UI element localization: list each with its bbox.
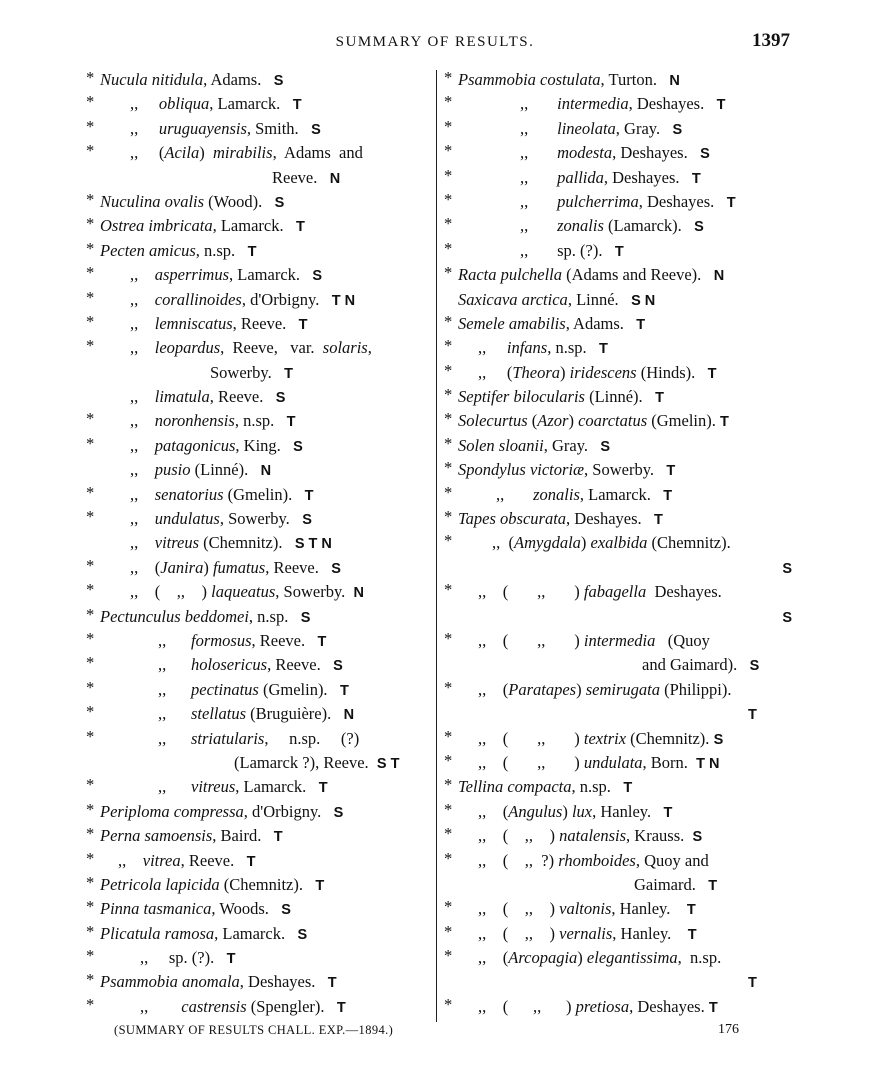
species-entry xyxy=(444,653,792,677)
asterisk-mark: * xyxy=(86,994,95,1014)
species-text: Nuculina ovalis (Wood). S xyxy=(100,191,285,211)
species-text: Plicatula ramosa, Lamarck. S xyxy=(100,923,308,943)
species-entry xyxy=(86,239,428,263)
asterisk-mark: * xyxy=(86,580,95,600)
asterisk-mark: * xyxy=(444,994,453,1014)
species-entry xyxy=(86,117,428,141)
asterisk-mark: * xyxy=(444,897,453,917)
species-entry xyxy=(86,922,428,946)
species-entry xyxy=(444,312,792,336)
species-entry xyxy=(86,556,428,580)
asterisk-mark: * xyxy=(86,726,95,746)
species-text: ,, (Angulus) lux, Hanley. T xyxy=(478,801,673,821)
asterisk-mark: * xyxy=(86,92,95,112)
asterisk-mark: * xyxy=(444,311,453,331)
species-text: Pecten amicus, n.sp. T xyxy=(100,240,257,260)
species-text: Psammobia anomala, Deshayes. T xyxy=(100,972,337,992)
species-text: ,, pusio (Linné). N xyxy=(130,460,272,480)
species-entry xyxy=(444,92,792,116)
asterisk-mark: * xyxy=(86,775,95,795)
asterisk-mark: * xyxy=(444,409,453,429)
species-text: ,, intermedia, Deshayes. T xyxy=(520,94,726,114)
species-text: ,, infans, n.sp. T xyxy=(478,338,608,358)
species-entry xyxy=(86,653,428,677)
species-entry xyxy=(444,434,792,458)
species-entry xyxy=(444,288,792,312)
species-entry xyxy=(444,775,792,799)
species-text: Racta pulchella (Adams and Reeve). N xyxy=(458,265,725,285)
species-text: Solecurtus (Azor) coarctatus (Gmelin). T xyxy=(458,411,729,431)
species-text: ,, (Amygdala) exalbida (Chemnitz). xyxy=(492,533,731,553)
right-column xyxy=(444,68,792,1019)
species-entry xyxy=(86,92,428,116)
asterisk-mark: * xyxy=(86,141,95,161)
species-text: ,, ( ,, ) textrix (Chemnitz). S xyxy=(478,728,724,748)
species-entry xyxy=(86,385,428,409)
asterisk-mark: * xyxy=(444,482,453,502)
species-text: Periploma compressa, d'Orbigny. S xyxy=(100,801,344,821)
species-entry xyxy=(444,336,792,360)
species-entry xyxy=(444,166,792,190)
species-entry xyxy=(86,751,428,775)
species-entry xyxy=(86,361,428,385)
asterisk-mark: * xyxy=(444,824,453,844)
species-entry xyxy=(444,580,792,604)
species-text: ,, leopardus, Reeve, var. solaris, xyxy=(130,338,372,358)
asterisk-mark: * xyxy=(444,238,453,258)
asterisk-mark: * xyxy=(86,482,95,502)
species-entry xyxy=(86,970,428,994)
species-text: Perna samoensis, Baird. T xyxy=(100,826,283,846)
asterisk-mark: * xyxy=(444,165,453,185)
species-text: ,, noronhensis, n.sp. T xyxy=(130,411,296,431)
species-text: ,, ( ,, ) intermedia (Quoy xyxy=(478,630,710,650)
species-entry xyxy=(86,849,428,873)
species-entry xyxy=(444,946,792,970)
species-entry xyxy=(444,970,792,994)
species-text: ,, ( ,, ) undulata, Born. T N xyxy=(478,752,720,772)
asterisk-mark: * xyxy=(86,287,95,307)
species-text: ,, pulcherrima, Deshayes. T xyxy=(520,191,736,211)
species-text: Semele amabilis, Adams. T xyxy=(458,313,646,333)
asterisk-mark: * xyxy=(86,872,95,892)
asterisk-mark: * xyxy=(86,507,95,527)
asterisk-mark: * xyxy=(444,628,453,648)
species-entry xyxy=(444,678,792,702)
asterisk-mark: * xyxy=(86,189,95,209)
species-entry xyxy=(86,458,428,482)
asterisk-mark: * xyxy=(86,311,95,331)
species-text: ,, (Theora) iridescens (Hinds). T xyxy=(478,362,717,382)
asterisk-mark: * xyxy=(444,726,453,746)
asterisk-mark: * xyxy=(444,750,453,770)
species-text: ,, ( ,, ) natalensis, Krauss. S xyxy=(478,826,703,846)
species-entry xyxy=(86,946,428,970)
species-entry xyxy=(86,141,428,165)
asterisk-mark: * xyxy=(444,433,453,453)
species-entry xyxy=(444,995,792,1019)
species-entry xyxy=(86,68,428,92)
asterisk-mark: * xyxy=(86,799,95,819)
species-text: ,, obliqua, Lamarck. T xyxy=(130,94,302,114)
species-entry xyxy=(444,458,792,482)
species-entry xyxy=(444,239,792,263)
signature-mark: 176 xyxy=(718,1022,739,1037)
asterisk-mark: * xyxy=(86,848,95,868)
asterisk-mark: * xyxy=(86,702,95,722)
asterisk-mark: * xyxy=(444,507,453,527)
species-text: Tapes obscurata, Deshayes. T xyxy=(458,509,663,529)
species-text: ,, modesta, Deshayes. S xyxy=(520,143,710,163)
species-text: T xyxy=(748,707,757,724)
asterisk-mark: * xyxy=(86,214,95,234)
species-entry xyxy=(86,873,428,897)
asterisk-mark: * xyxy=(444,68,453,87)
species-entry xyxy=(444,727,792,751)
species-entry xyxy=(444,702,792,726)
species-entry xyxy=(86,995,428,1019)
species-text: Tellina compacta, n.sp. T xyxy=(458,777,633,797)
species-entry xyxy=(86,312,428,336)
asterisk-mark: * xyxy=(444,531,453,551)
species-text: Septifer bilocularis (Linné). T xyxy=(458,387,664,407)
species-text: Spondylus victoriæ, Sowerby. T xyxy=(458,460,676,480)
species-entry xyxy=(86,263,428,287)
asterisk-mark: * xyxy=(86,628,95,648)
species-text: (Lamarck ?), Reeve. S T xyxy=(234,752,400,772)
species-entry xyxy=(444,922,792,946)
asterisk-mark: * xyxy=(444,677,453,697)
asterisk-mark: * xyxy=(444,92,453,112)
species-text: ,, zonalis (Lamarck). S xyxy=(520,216,704,236)
asterisk-mark: * xyxy=(444,946,453,966)
species-entry xyxy=(86,605,428,629)
page-header xyxy=(80,28,790,58)
species-entry xyxy=(86,483,428,507)
species-entry xyxy=(86,288,428,312)
species-text: ,, (Acila) mirabilis, Adams and xyxy=(130,143,363,163)
asterisk-mark: * xyxy=(86,409,95,429)
species-entry xyxy=(86,434,428,458)
species-entry xyxy=(444,800,792,824)
asterisk-mark: * xyxy=(86,946,95,966)
species-text: ,, limatula, Reeve. S xyxy=(130,387,286,407)
asterisk-mark: * xyxy=(86,653,95,673)
species-entry xyxy=(86,775,428,799)
species-text: ,, pectinatus (Gmelin). T xyxy=(158,679,349,699)
species-entry xyxy=(444,361,792,385)
species-text: ,, patagonicus, King. S xyxy=(130,435,303,455)
species-entry xyxy=(86,727,428,751)
species-entry xyxy=(444,117,792,141)
species-text: ,, asperrimus, Lamarck. S xyxy=(130,265,323,285)
species-text: ,, striatularis, n.sp. (?) xyxy=(158,728,360,748)
species-text: and Gaimard). S xyxy=(642,655,760,675)
species-entry xyxy=(86,166,428,190)
species-text: ,, ( ,, ) vernalis, Hanley. T xyxy=(478,923,697,943)
species-entry xyxy=(444,873,792,897)
species-entry xyxy=(86,629,428,653)
species-entry xyxy=(444,190,792,214)
species-text: ,, uruguayensis, Smith. S xyxy=(130,118,321,138)
species-entry xyxy=(444,751,792,775)
asterisk-mark: * xyxy=(444,921,453,941)
asterisk-mark: * xyxy=(86,970,95,990)
species-entry xyxy=(444,507,792,531)
asterisk-mark: * xyxy=(444,458,453,478)
species-entry xyxy=(444,605,792,629)
species-text: T xyxy=(748,975,757,992)
species-text: Saxicava arctica, Linné. S N xyxy=(458,289,656,309)
asterisk-mark: * xyxy=(86,897,95,917)
species-text: ,, (Arcopagia) elegantissima, n.sp. xyxy=(478,948,722,968)
species-entry xyxy=(444,531,792,555)
species-entry xyxy=(86,824,428,848)
species-entry xyxy=(444,68,792,92)
asterisk-mark: * xyxy=(86,68,95,87)
species-text: Sowerby. T xyxy=(210,362,293,382)
asterisk-mark: * xyxy=(86,921,95,941)
asterisk-mark: * xyxy=(86,555,95,575)
asterisk-mark: * xyxy=(86,336,95,356)
asterisk-mark: * xyxy=(444,385,453,405)
asterisk-mark: * xyxy=(444,580,453,600)
species-entry xyxy=(86,214,428,238)
species-text: ,, (Janira) fumatus, Reeve. S xyxy=(130,557,341,577)
species-text: ,, castrensis (Spengler). T xyxy=(140,996,346,1016)
species-text: Petricola lapicida (Chemnitz). T xyxy=(100,874,325,894)
species-text: ,, vitreus, Lamarck. T xyxy=(158,777,328,797)
species-entry xyxy=(444,849,792,873)
species-text: ,, ( ,, ?) rhomboides, Quoy and xyxy=(478,850,709,870)
asterisk-mark: * xyxy=(86,677,95,697)
asterisk-mark: * xyxy=(86,116,95,136)
species-text: ,, vitrea, Reeve. T xyxy=(118,850,256,870)
species-entry xyxy=(86,702,428,726)
asterisk-mark: * xyxy=(444,189,453,209)
species-entry xyxy=(86,190,428,214)
asterisk-mark: * xyxy=(444,799,453,819)
species-text: ,, pallida, Deshayes. T xyxy=(520,167,701,187)
asterisk-mark: * xyxy=(444,116,453,136)
species-entry xyxy=(444,483,792,507)
asterisk-mark: * xyxy=(86,824,95,844)
species-entry xyxy=(444,214,792,238)
species-entry xyxy=(444,629,792,653)
species-text: ,, sp. (?). T xyxy=(140,948,236,968)
species-text: ,, sp. (?). T xyxy=(520,240,624,260)
species-text: S xyxy=(782,560,792,577)
species-text: ,, lemniscatus, Reeve. T xyxy=(130,313,308,333)
column-divider xyxy=(436,70,437,1022)
species-text: Ostrea imbricata, Lamarck. T xyxy=(100,216,305,236)
running-head: SUMMARY OF RESULTS. xyxy=(335,34,535,50)
species-text: ,, ( ,, ) fabagella Deshayes. xyxy=(478,582,722,602)
species-text: Pectunculus beddomei, n.sp. S xyxy=(100,606,311,626)
species-text: Gaimard. T xyxy=(634,874,718,894)
asterisk-mark: * xyxy=(444,848,453,868)
asterisk-mark: * xyxy=(86,433,95,453)
species-entry xyxy=(444,385,792,409)
asterisk-mark: * xyxy=(444,336,453,356)
species-text: ,, zonalis, Lamarck. T xyxy=(496,484,673,504)
species-entry xyxy=(86,580,428,604)
footer-note: (SUMMARY OF RESULTS CHALL. EXP.—1894.) xyxy=(114,1023,394,1037)
species-text: ,, ( ,, ) laqueatus, Sowerby. N xyxy=(130,582,364,602)
species-entry xyxy=(86,678,428,702)
species-entry xyxy=(86,800,428,824)
asterisk-mark: * xyxy=(86,604,95,624)
species-text: ,, vitreus (Chemnitz). S T N xyxy=(130,533,332,553)
species-text: ,, holosericus, Reeve. S xyxy=(158,655,343,675)
species-text: ,, corallinoides, d'Orbigny. T N xyxy=(130,289,356,309)
species-text: ,, undulatus, Sowerby. S xyxy=(130,509,312,529)
species-entry xyxy=(86,409,428,433)
species-entry xyxy=(444,409,792,433)
species-text: ,, (Paratapes) semirugata (Philippi). xyxy=(478,679,732,699)
species-entry xyxy=(444,263,792,287)
species-entry xyxy=(444,897,792,921)
species-text: ,, formosus, Reeve. T xyxy=(158,630,327,650)
asterisk-mark: * xyxy=(444,360,453,380)
species-text: ,, ( ,, ) pretiosa, Deshayes. T xyxy=(478,996,718,1016)
species-entry xyxy=(444,824,792,848)
species-text: Pinna tasmanica, Woods. S xyxy=(100,899,291,919)
page-number: 1397 xyxy=(752,30,790,51)
left-column xyxy=(86,68,428,1019)
asterisk-mark: * xyxy=(86,263,95,283)
species-text: Psammobia costulata, Turton. N xyxy=(458,70,680,89)
species-entry xyxy=(86,531,428,555)
species-text: Reeve. N xyxy=(272,167,341,187)
species-text: ,, senatorius (Gmelin). T xyxy=(130,484,314,504)
asterisk-mark: * xyxy=(444,141,453,161)
asterisk-mark: * xyxy=(86,238,95,258)
species-text: ,, lineolata, Gray. S xyxy=(520,118,683,138)
asterisk-mark: * xyxy=(444,775,453,795)
species-entry xyxy=(86,336,428,360)
species-text: Solen sloanii, Gray. S xyxy=(458,435,611,455)
species-text: ,, ( ,, ) valtonis, Hanley. T xyxy=(478,899,696,919)
asterisk-mark: * xyxy=(444,214,453,234)
species-text: S xyxy=(782,609,792,626)
species-text: Nucula nitidula, Adams. S xyxy=(100,70,284,89)
species-entry xyxy=(86,897,428,921)
asterisk-mark: * xyxy=(444,263,453,283)
species-entry xyxy=(444,556,792,580)
species-entry xyxy=(444,141,792,165)
species-text: ,, stellatus (Bruguière). N xyxy=(158,704,355,724)
species-entry xyxy=(86,507,428,531)
